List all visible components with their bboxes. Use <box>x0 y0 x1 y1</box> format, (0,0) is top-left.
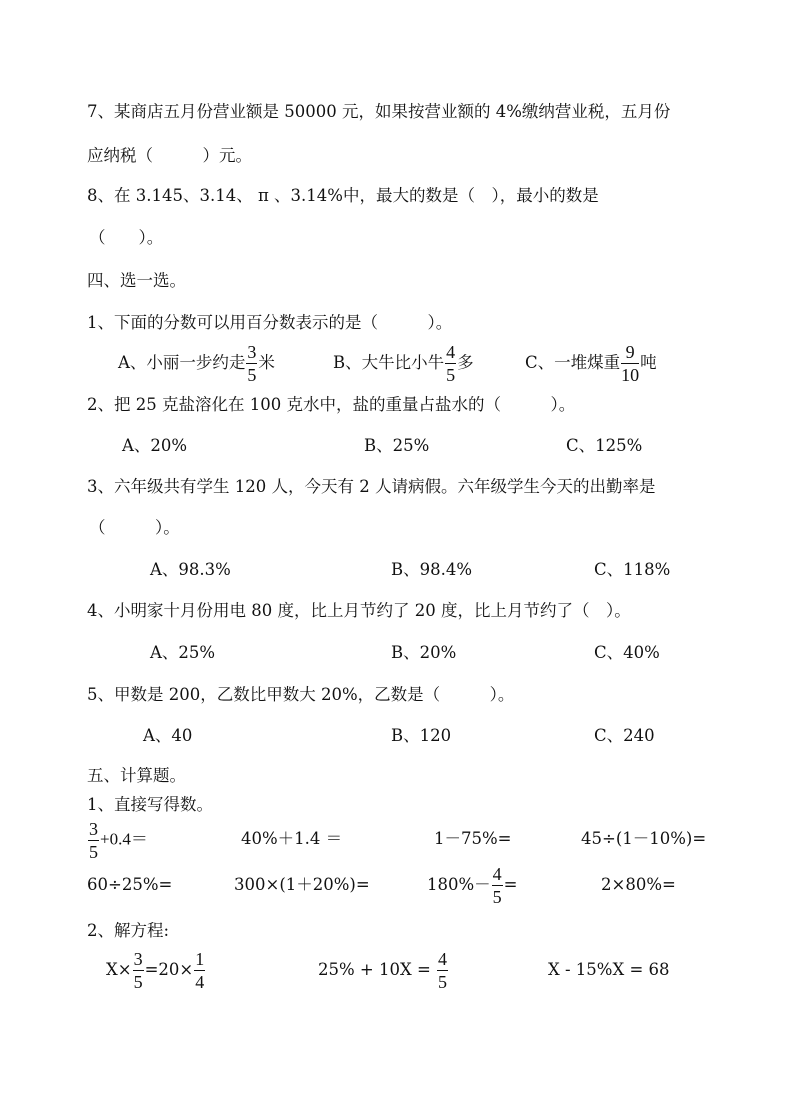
q7-line2: 应纳税（ ）元。 <box>87 146 252 165</box>
calc1-e1-den: 5 <box>89 842 98 862</box>
s4q1-option-b <box>333 343 474 384</box>
s4q1-option-a <box>118 343 275 384</box>
calc1-e1-fraction <box>88 820 99 861</box>
s4q4-option-a: A、25% <box>150 643 216 662</box>
s4q4-option-c: C、40% <box>594 643 660 662</box>
q8-line2: （ ）。 <box>89 228 164 247</box>
calc1-expr-5: 60÷25%= <box>87 875 173 894</box>
s4q3-option-b: B、98.4% <box>391 560 473 579</box>
s4q1-c-pre: C、一堆煤重 <box>525 353 621 372</box>
s4q2-option-b: B、25% <box>364 436 430 455</box>
calc2-equation-3: X - 15%X = 68 <box>548 960 670 979</box>
calc2-eq1-fraction-1 <box>133 950 144 991</box>
s4q3-line2: （ ）。 <box>89 518 180 537</box>
calc1-e1-num: 3 <box>89 819 98 839</box>
s4q2-stem: 2、把 25 克盐溶化在 100 克水中，盐的重量占盐水的（ ）。 <box>87 395 576 414</box>
calc2-eq1-num1: 3 <box>133 949 143 969</box>
s4q4-stem: 4、小明家十月份用电 80 度，比上月节约了 20 度，比上月节约了（ ）。 <box>87 601 631 620</box>
calc1-expr-2: 40%＋1.4 ＝ <box>241 829 343 848</box>
calc2-eq2-num: 4 <box>438 949 448 969</box>
s4q1-b-fraction <box>445 343 456 384</box>
calc2-eq1-pre: X× <box>106 960 132 979</box>
calc2-eq1-num2: 1 <box>195 949 205 969</box>
s4q1-b-post: 多 <box>457 353 474 372</box>
calc2-eq1-mid: =20× <box>144 960 194 979</box>
calc2-eq2-fraction <box>437 950 448 991</box>
s4q1-a-num: 3 <box>247 342 257 362</box>
s4q5-stem: 5、甲数是 200，乙数比甲数大 20%，乙数是（ ）。 <box>87 685 515 704</box>
calc2-eq1-fraction-2 <box>194 950 205 991</box>
calc1-e7-den: 5 <box>492 887 502 907</box>
s4q1-b-pre: B、大牛比小牛 <box>333 353 445 372</box>
calc1-e7-pre: 180%－ <box>427 875 491 894</box>
s4q1-stem: 1、下面的分数可以用百分数表示的是（ ）。 <box>87 313 453 332</box>
calc2-equation-1 <box>106 950 206 991</box>
s4q1-c-num: 9 <box>621 343 639 364</box>
s4q5-option-a: A、40 <box>143 726 193 745</box>
calc2-title: 2、解方程: <box>87 921 170 940</box>
s4q1-c-post: 吨 <box>640 353 657 372</box>
calc1-e7-fraction <box>492 865 503 906</box>
calc1-expr-1 <box>87 820 148 861</box>
s4q1-c-den: 10 <box>621 365 640 385</box>
calc2-eq1-den2: 4 <box>195 972 205 992</box>
calc1-expr-3: 1－75%= <box>434 829 512 848</box>
calc1-e7-post: = <box>503 875 518 894</box>
q8-line1: 8、在 3.145、3.14、 π 、3.14%中，最大的数是（ ），最小的数是 <box>87 186 599 205</box>
s4q2-option-a: A、20% <box>122 436 188 455</box>
calc1-expr-8: 2×80%= <box>601 875 676 894</box>
s4q1-b-den: 5 <box>446 365 456 385</box>
calc2-eq2-pre: 25% + 10X = <box>318 960 437 979</box>
calc1-e1-post: +0.4＝ <box>100 829 148 849</box>
calc1-title: 1、直接写得数。 <box>87 795 213 814</box>
s4q5-option-b: B、120 <box>391 726 452 745</box>
section4-title: 四、选一选。 <box>87 271 186 290</box>
s4q1-a-fraction <box>246 343 257 384</box>
s4q4-option-b: B、20% <box>391 643 457 662</box>
s4q1-c-fraction <box>621 343 639 384</box>
s4q1-a-post: 米 <box>258 353 275 372</box>
s4q1-b-num: 4 <box>446 342 456 362</box>
s4q3-option-a: A、98.3% <box>150 560 231 579</box>
calc2-eq1-den1: 5 <box>133 972 143 992</box>
section5-title: 五、计算题。 <box>87 766 186 785</box>
s4q1-a-pre: A、小丽一步约走 <box>118 353 246 372</box>
s4q3-option-c: C、118% <box>594 560 671 579</box>
calc2-eq2-den: 5 <box>438 972 448 992</box>
s4q3-line1: 3、六年级共有学生 120 人，今天有 2 人请病假。六年级学生今天的出勤率是 <box>87 477 656 496</box>
calc1-expr-7 <box>427 865 518 906</box>
s4q5-option-c: C、240 <box>594 726 655 745</box>
s4q2-option-c: C、125% <box>566 436 643 455</box>
s4q1-a-den: 5 <box>247 365 257 385</box>
calc1-e7-num: 4 <box>492 864 502 884</box>
calc1-expr-4: 45÷(1－10%)= <box>581 829 707 848</box>
calc2-equation-2 <box>318 950 449 991</box>
s4q1-option-c <box>525 343 657 384</box>
q7-line1: 7、某商店五月份营业额是 50000 元，如果按营业额的 4%缴纳营业税，五月份 <box>87 102 671 121</box>
calc1-expr-6: 300×(1＋20%)= <box>234 875 370 894</box>
